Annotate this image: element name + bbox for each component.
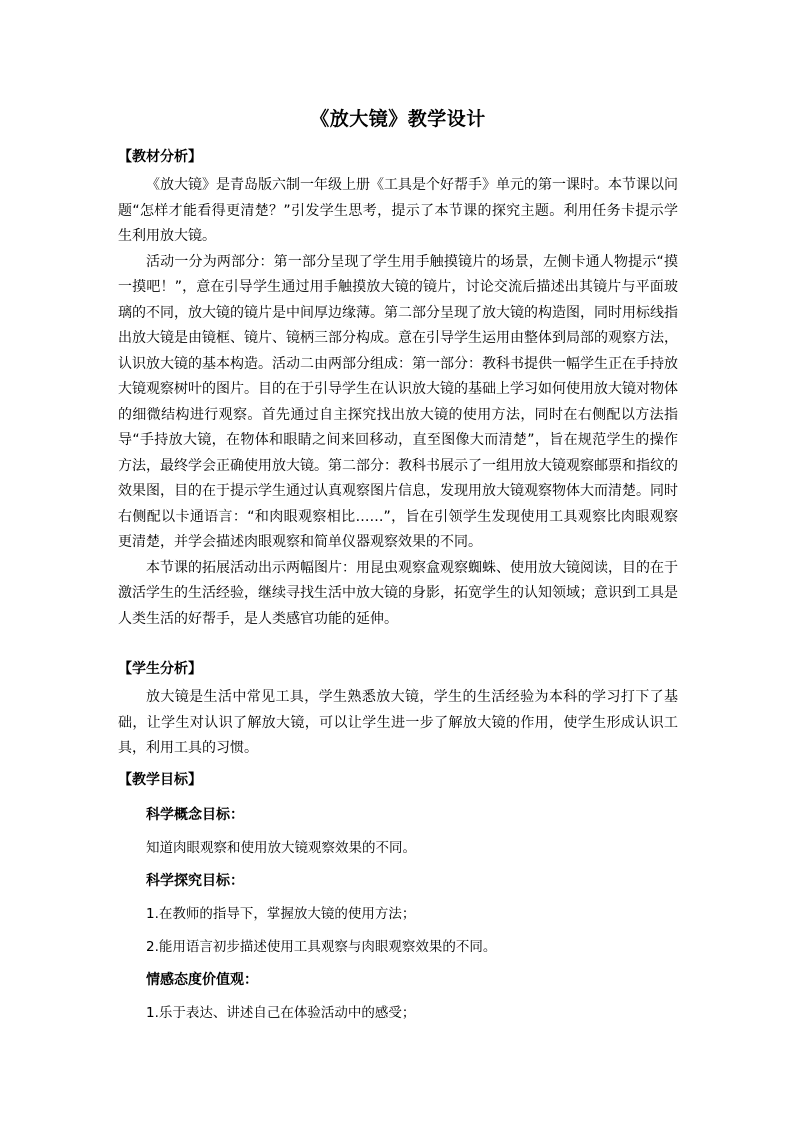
inquiry-goal-item-2: 2.能用语言初步描述使用工具观察与肉眼观察效果的不同。	[146, 939, 497, 955]
inquiry-goal-item-1: 1.在教师的指导下，掌握放大镜的使用方法；	[146, 906, 416, 922]
student-analysis-paragraph: 放大镜是生活中常见工具，学生熟悉放大镜，学生的生活经验为本科的学习打下了基础，让学生对认识了解放大镜，可以让学生进一步了解放大镜的作用，使学生形成认识工具，利用工具的习惯。	[118, 689, 678, 756]
attitude-goal-title: 情感态度价值观：	[146, 972, 258, 988]
teaching-goals-heading: 【教学目标】	[118, 772, 202, 788]
material-analysis-paragraph-3: 本节课的拓展活动出示两幅图片：用昆虫观察盒观察蜘蛛、使用放大镜阅读，目的在于激活学生的生活经验，继续寻找生活中放大镜的身影，拓宽学生的认知领域；意识到工具是人类生活的好帮手，是人类感官功能的延伸。	[118, 559, 678, 627]
material-analysis-paragraph-2: 活动一分为两部分：第一部分呈现了学生用手触摸镜片的场景，左侧卡通人物提示“摸一摸吧！”，意在引导学生通过用手触摸放大镜的镜片，讨论交流后描述出其镜片与平面玻璃的不同，放大镜的镜片是中间厚边缘薄。第二部分呈现了放大镜的构造图，同时用标线指出放大镜是由镜框、镜片、镜柄三部分构成。意在引导学生运用由整体到局部的观察方法，认识放大镜的基本构造。活动二由两部分组成：第一部分：教科书提供一幅学生正在手持放大镜观察树叶的图片。目的在于引导学生在认识放大镜的基础上学习如何使用放大镜对物体的细微结构进行观察。首先通过自主探究找出放大镜的使用方法，同时在右侧配以方法指导“手持放大镜，在物体和眼睛之间来回移动，直至图像大而清楚”，旨在规范学生的操作方法，最终学会正确使用放大镜。第二部分：教科书展示了一组用放大镜观察邮票和指纹的效果图，目的在于提示学生通过认真观察图片信息，发现用放大镜观察物体大而清楚。同时右侧配以卡通语言：“和肉眼观察相比……”，旨在引领学生发现使用工具观察比肉眼观察更清楚，并学会描述肉眼观察和简单仪器观察效果的不同。	[118, 253, 678, 550]
concept-goal-text: 知道肉眼观察和使用放大镜观察效果的不同。	[146, 840, 416, 856]
attitude-goal-item-1: 1.乐于表达、讲述自己在体验活动中的感受；	[146, 1005, 416, 1021]
teaching-goals-section	[118, 768, 678, 1025]
concept-goal-title: 科学概念目标：	[146, 807, 244, 823]
material-analysis-section	[118, 145, 678, 632]
material-analysis-paragraph-1: 《放大镜》是青岛版六制一年级上册《工具是个好帮手》单元的第一课时。本节课以问题“怎样才能看得更清楚？”引发学生思考，提示了本节课的探究主题。利用任务卡提示学生利用放大镜。	[118, 177, 678, 244]
material-analysis-heading: 【教材分析】	[118, 149, 202, 165]
document-title: 《放大镜》教学设计	[310, 108, 486, 130]
inquiry-goal-title: 科学探究目标：	[146, 873, 244, 889]
student-analysis-heading: 【学生分析】	[118, 661, 202, 677]
student-analysis-section	[118, 657, 678, 762]
